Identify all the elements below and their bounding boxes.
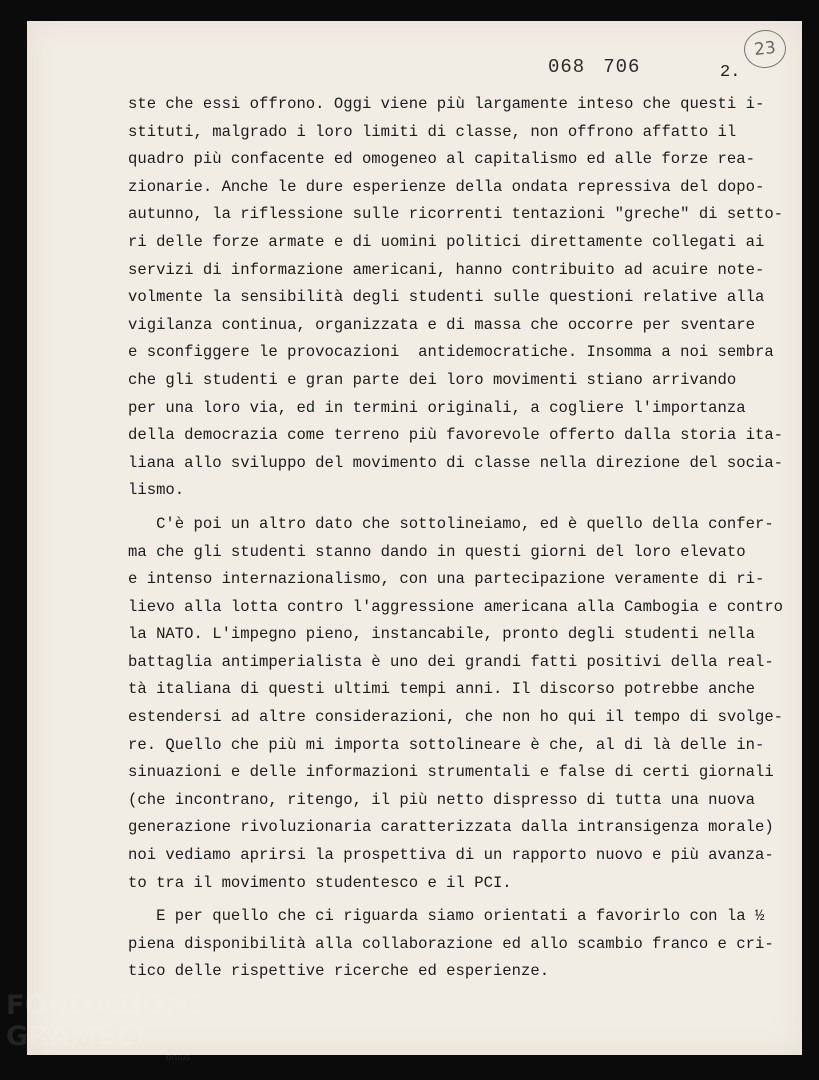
text-line: E per quello che ci riguarda siamo orientati a favorirlo con la ½ [128,907,765,926]
fondazione-gramsci-watermark [6,990,207,1064]
text-line: generazione rivoluzionaria caratterizzata dalla intransigenza morale) [128,818,774,837]
document-number [548,56,658,78]
text-line: zionarie. Anche le dure esperienze della ondata repressiva del dopo- [128,177,765,196]
typed-body-text [128,91,788,986]
text-line: ri delle forze armate e di uomini politici direttamente collegati ai [128,232,765,251]
watermark-line-1: FONDAZIONE [6,990,207,1021]
text-line: tà italiana di questi ultimi tempi anni. Il discorso potrebbe anche [128,680,755,699]
text-line: ste che essi offrono. Oggi viene più largamente inteso che questi i- [128,95,765,113]
text-line: vigilanza continua, organizzata e di massa che occorre per sventare [128,315,755,334]
watermark-line-3: onlus [166,1053,191,1063]
page-number: 2. [720,63,741,82]
document-number-part-b: 706 [603,56,641,78]
text-line: sinuazioni e delle informazioni strumentali e false di certi giornali [128,763,774,782]
text-line: volmente la sensibilità degli studenti sulle questioni relative alla [128,288,765,307]
document-number-part-a: 068 [548,56,586,78]
text-line: re. Quello che più mi importa sottolineare è che, al di là delle in- [128,735,765,754]
text-line: per una loro via, ed in termini originali, a cogliere l'importanza [128,398,746,417]
text-line: piena disponibilità alla collaborazione ed allo scambio franco e cri- [128,934,774,953]
text-line: tico delle rispettive ricerche ed esperienze. [128,962,550,981]
text-line: lismo. [128,481,185,500]
circled-page-annotation: 23 [742,28,788,70]
text-line: autunno, la riflessione sulle ricorrenti tentazioni "greche" di setto- [128,205,784,224]
text-line: e sconfiggere le provocazioni antidemocratiche. Insomma a noi sembra [128,343,774,362]
text-line: noi vediamo aprirsi la prospettiva di un rapporto nuovo e più avanza- [128,846,774,865]
text-line: estendersi ad altre considerazioni, che non ho qui il tempo di svolge- [128,708,784,727]
text-line: che gli studenti e gran parte dei loro movimenti stiano arrivando [128,370,737,389]
text-line: e intenso internazionalismo, con una partecipazione veramente di ri- [128,570,765,589]
text-line: della democrazia come terreno più favorevole offerto dalla storia ita- [128,426,784,445]
text-line: servizi di informazione americani, hanno contribuito ad acuire note- [128,260,765,279]
text-line: (che incontrano, ritengo, il più netto dispresso di tutta una nuova [128,790,755,809]
text-line: ma che gli studenti stanno dando in questi giorni del loro elevato [128,542,746,561]
text-line: battaglia antimperialista è uno dei grandi fatti positivi della real- [128,652,774,671]
text-line: lievo alla lotta contro l'aggressione americana alla Cambogia e contro [128,597,784,616]
text-line: liana allo sviluppo del movimento di classe nella direzione del socia- [128,453,784,472]
watermark-line-2: GRAMSCI [6,1021,147,1052]
text-line: la NATO. L'impegno pieno, instancabile, pronto degli studenti nella [128,625,755,644]
text-line: C'è poi un altro dato che sottolineiamo, ed è quello della confer- [128,514,774,533]
text-line: stituti, malgrado i loro limiti di classe, non offrono affatto il [128,122,737,141]
text-line: quadro più confacente ed omogeneo al capitalismo ed alle forze rea- [128,150,755,169]
text-line: to tra il movimento studentesco e il PCI. [128,873,512,892]
